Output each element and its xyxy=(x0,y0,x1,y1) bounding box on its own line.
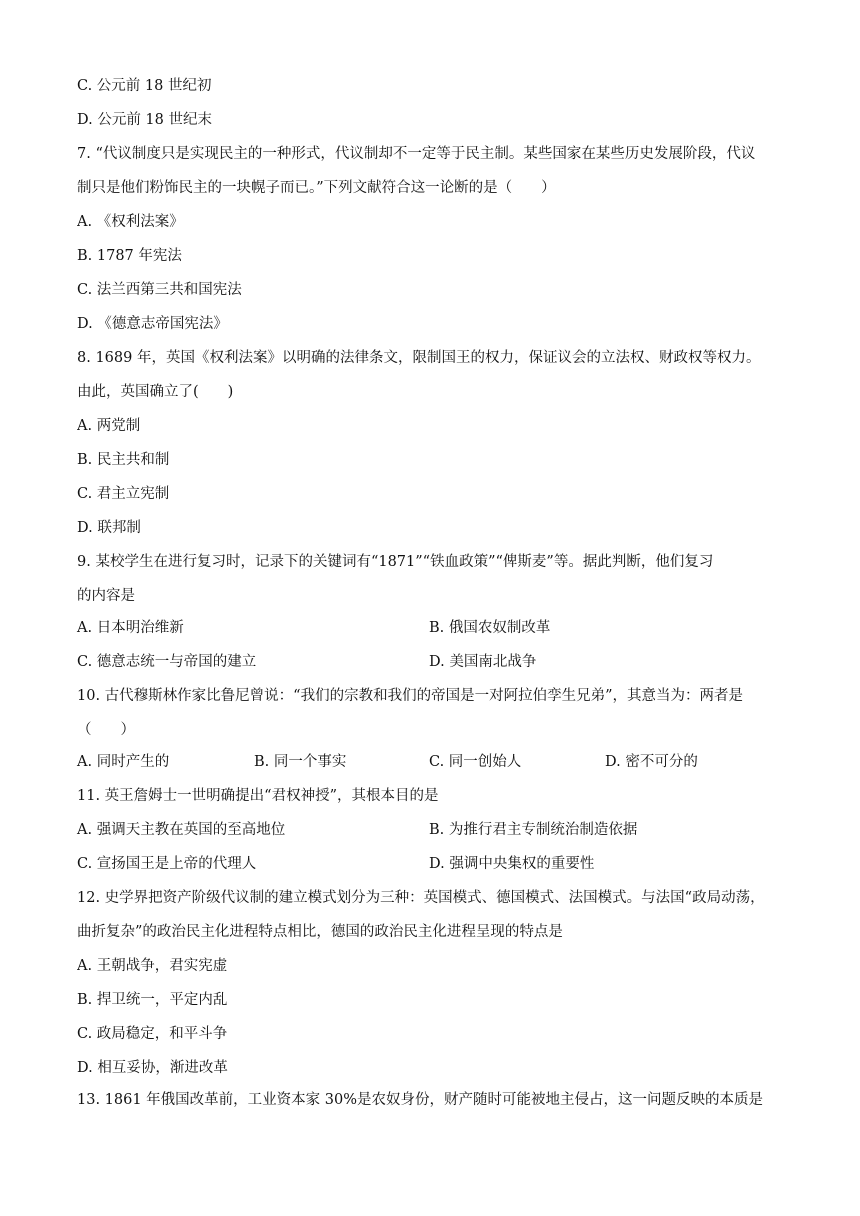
question-7-option-a: A. 《权利法案》 xyxy=(77,214,184,230)
question-8-option-b: B. 民主共和制 xyxy=(77,452,170,468)
question-7-option-c: C. 法兰西第三共和国宪法 xyxy=(77,282,242,298)
question-10-text: 10. 古代穆斯林作家比鲁尼曾说：“我们的宗教和我们的帝国是一对阿拉伯孪生兄弟”，其意当为：两者是 xyxy=(77,688,743,704)
question-11-options-row xyxy=(77,820,789,840)
question-10-option-b: B. 同一个事实 xyxy=(254,754,347,770)
question-9-text: 9. 某校学生在进行复习时，记录下的关键词有“1871”“铁血政策”“俾斯麦”等。据此判断，他们复习 xyxy=(77,554,714,570)
question-11-options-row xyxy=(77,854,789,874)
question-8-option-d: D. 联邦制 xyxy=(77,520,141,536)
question-9-text: 的内容是 xyxy=(77,588,135,604)
question-12-text: 12. 史学界把资产阶级代议制的建立模式划分为三种：英国模式、德国模式、法国模式。与法国“政局动荡， xyxy=(77,890,765,906)
question-10-text: （ ） xyxy=(77,722,135,738)
question-10-option-c: C. 同一创始人 xyxy=(429,754,522,770)
question-9-option-d: D. 美国南北战争 xyxy=(429,654,537,670)
question-10-option-a: A. 同时产生的 xyxy=(77,754,170,770)
question-12-option-b: B. 捍卫统一，平定内乱 xyxy=(77,992,228,1008)
question-12-option-d: D. 相互妥协，渐进改革 xyxy=(77,1060,228,1076)
question-7-text: 7. “代议制度只是实现民主的一种形式，代议制却不一定等于民主制。某些国家在某些历史发展阶段，代议 xyxy=(77,146,756,162)
question-11-option-d: D. 强调中央集权的重要性 xyxy=(429,856,595,872)
question-9-options-row xyxy=(77,652,789,672)
question-9-options-row xyxy=(77,618,789,638)
question-13-text: 13. 1861 年俄国改革前，工业资本家 30%是农奴身份，财产随时可能被地主侵占，这一问题反映的本质是 xyxy=(77,1092,764,1108)
question-10-option-d: D. 密不可分的 xyxy=(605,754,698,770)
question-7-text: 制只是他们粉饰民主的一块幌子而已。”下列文献符合这一论断的是（ ） xyxy=(77,180,556,196)
question-7-option-b: B. 1787 年宪法 xyxy=(77,248,182,264)
question-12-option-a: A. 王朝战争，君实宪虚 xyxy=(77,958,228,974)
question-8-option-c: C. 君主立宪制 xyxy=(77,486,170,502)
option-line: D. 公元前 18 世纪末 xyxy=(77,112,212,128)
question-8-text: 由此，英国确立了( ) xyxy=(77,384,234,400)
question-9-option-c: C. 德意志统一与帝国的建立 xyxy=(77,654,257,670)
question-8-option-a: A. 两党制 xyxy=(77,418,141,434)
question-9-option-a: A. 日本明治维新 xyxy=(77,620,184,636)
question-11-option-c: C. 宣扬国王是上帝的代理人 xyxy=(77,856,257,872)
question-12-option-c: C. 政局稳定，和平斗争 xyxy=(77,1026,228,1042)
question-12-text: 曲折复杂”的政治民主化进程特点相比，德国的政治民主化进程呈现的特点是 xyxy=(77,924,563,940)
question-8-text: 8. 1689 年，英国《权利法案》以明确的法律条文，限制国王的权力，保证议会的立法权、财政权等权力。 xyxy=(77,350,761,366)
question-7-option-d: D. 《德意志帝国宪法》 xyxy=(77,316,228,332)
question-10-options-row xyxy=(77,752,789,772)
question-11-text: 11. 英王詹姆士一世明确提出“君权神授”，其根本目的是 xyxy=(77,788,439,804)
question-11-option-b: B. 为推行君主专制统治制造依据 xyxy=(429,822,638,838)
question-11-option-a: A. 强调天主教在英国的至高地位 xyxy=(77,822,286,838)
option-line: C. 公元前 18 世纪初 xyxy=(77,78,212,94)
question-9-option-b: B. 俄国农奴制改革 xyxy=(429,620,551,636)
